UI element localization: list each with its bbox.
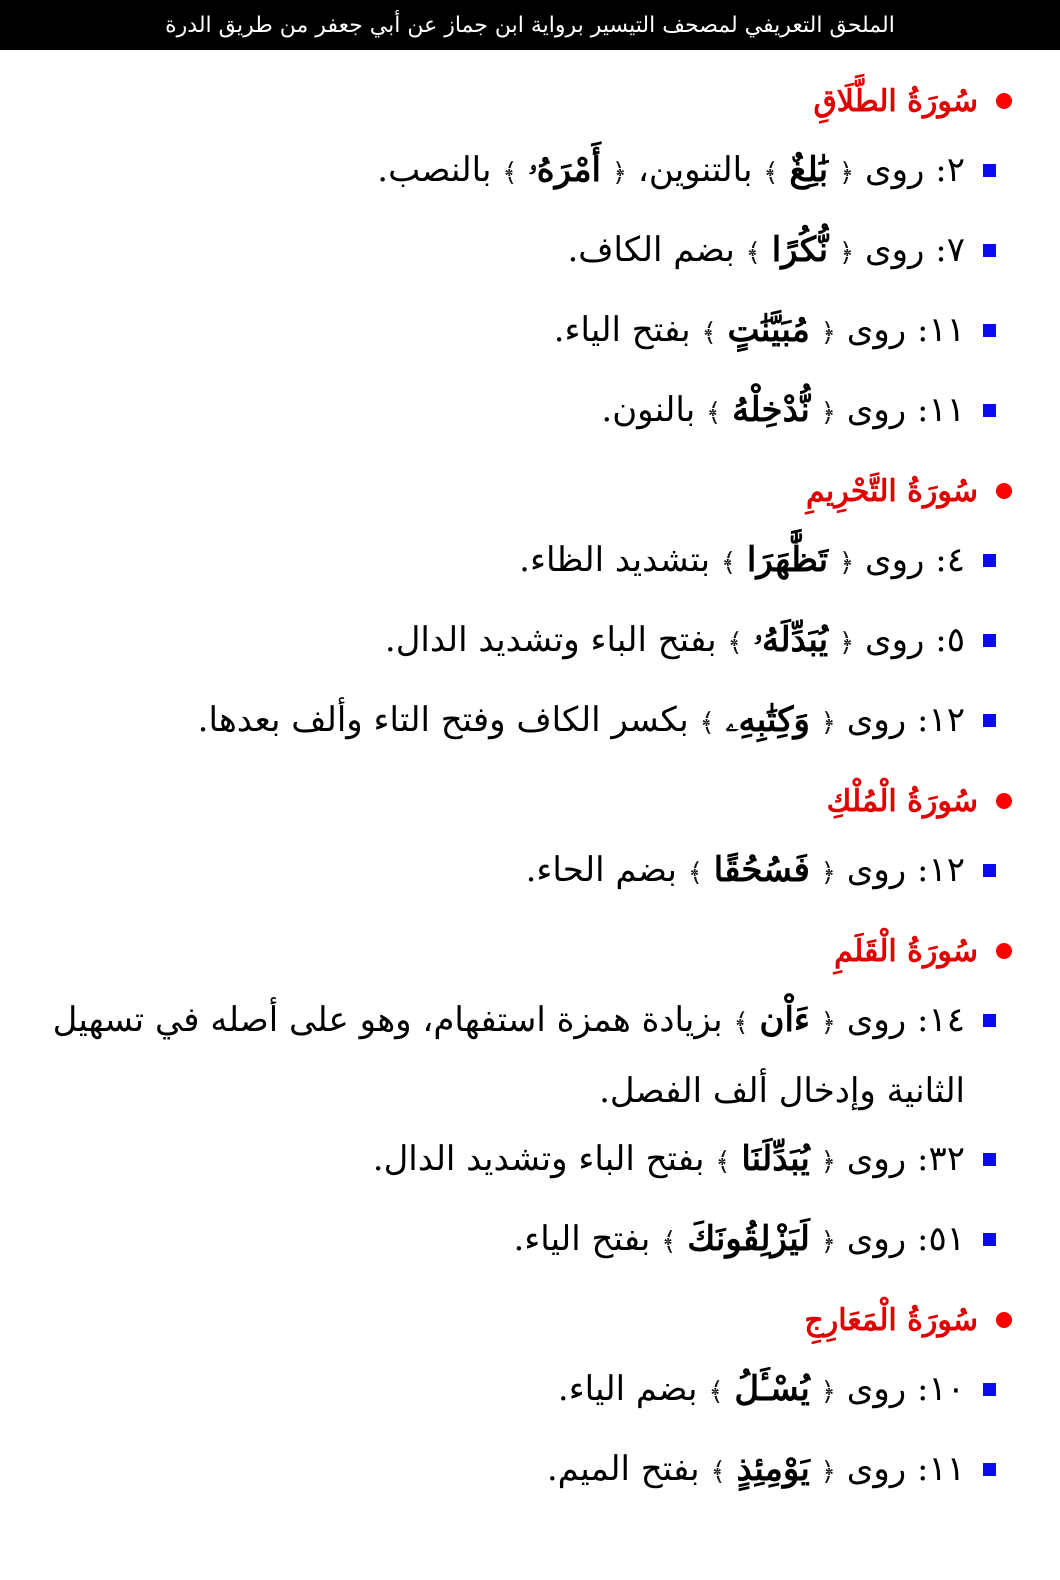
rawa-label: روى bbox=[846, 850, 907, 890]
rawa-label: روى bbox=[865, 540, 925, 580]
item-text bbox=[30, 136, 965, 207]
item-text bbox=[30, 216, 965, 287]
bullet-square bbox=[983, 554, 996, 567]
bracket-open: ﴿ bbox=[820, 1008, 836, 1038]
bullet-dot bbox=[996, 483, 1012, 499]
list-item bbox=[30, 216, 996, 296]
reading-note: بضم الياء. bbox=[557, 1369, 698, 1409]
bullet-square bbox=[983, 324, 996, 337]
rawa-label: روى bbox=[846, 1000, 907, 1040]
rawa-label: روى bbox=[846, 700, 907, 740]
bracket-open: ﴿ bbox=[820, 1147, 836, 1177]
list-item bbox=[30, 526, 996, 606]
quran-word: يَوْمِئِذٍ bbox=[736, 1449, 810, 1489]
bracket-open: ﴿ bbox=[838, 628, 855, 658]
ayah-number: ١١: bbox=[917, 310, 965, 350]
bracket-open: ﴿ bbox=[820, 398, 836, 428]
bullet-square bbox=[983, 634, 996, 647]
bullet-square bbox=[983, 164, 996, 177]
bullet-square bbox=[983, 1014, 996, 1027]
ayah-number: ١٢: bbox=[917, 850, 965, 890]
reading-note: بالتنوين، bbox=[637, 150, 753, 190]
quran-word: وَكِتَٰبِهِۦ bbox=[725, 700, 810, 740]
bracket-open: ﴿ bbox=[838, 158, 855, 188]
bullet-square bbox=[983, 1383, 996, 1396]
list-item bbox=[30, 1205, 996, 1285]
bracket-close: ﴾ bbox=[699, 708, 715, 738]
bracket-close: ﴾ bbox=[733, 1008, 749, 1038]
surah-heading bbox=[30, 766, 1012, 836]
bullet-square bbox=[983, 864, 996, 877]
item-text bbox=[30, 606, 965, 677]
bracket-close: ﴾ bbox=[763, 158, 779, 188]
bullet-square bbox=[983, 714, 996, 727]
bracket-open: ﴿ bbox=[838, 238, 855, 268]
reading-note: بضم الكاف. bbox=[567, 230, 735, 270]
bracket-close: ﴾ bbox=[745, 238, 761, 268]
ayah-number: ٥: bbox=[935, 620, 965, 660]
reading-note: بفتح الباء وتشديد الدال. bbox=[384, 620, 717, 660]
rawa-label: روى bbox=[865, 230, 925, 270]
header-title: الملحق التعريفي لمصحف التيسير برواية ابن جماز عن أبي جعفر من طريق الدرة bbox=[165, 12, 895, 38]
bracket-close: ﴾ bbox=[502, 158, 518, 188]
bullet-dot bbox=[996, 93, 1012, 109]
item-text bbox=[30, 1355, 965, 1426]
content-body bbox=[0, 50, 1060, 1515]
ayah-number: ١١: bbox=[917, 390, 965, 430]
item-text bbox=[30, 1125, 965, 1196]
bracket-open: ﴿ bbox=[820, 1227, 836, 1257]
quran-word: يُبَدِّلَنَا bbox=[741, 1139, 810, 1179]
rawa-label: روى bbox=[846, 310, 907, 350]
bracket-open: ﴿ bbox=[820, 318, 836, 348]
list-item bbox=[30, 136, 996, 216]
reading-note: بزيادة همزة استفهام، وهو على أصله في تسهيل الثانية وإدخال ألف الفصل. bbox=[52, 1000, 965, 1111]
list-item bbox=[30, 606, 996, 686]
item-text bbox=[30, 836, 965, 907]
ayah-number: ١٤: bbox=[917, 1000, 965, 1040]
quran-word: نُّدْخِلْهُ bbox=[732, 390, 810, 430]
bracket-close: ﴾ bbox=[687, 858, 703, 888]
bullet-square bbox=[983, 1463, 996, 1476]
quran-word: فَسُحُقًا bbox=[713, 850, 810, 890]
item-text bbox=[30, 296, 965, 367]
bracket-open: ﴿ bbox=[820, 858, 836, 888]
rawa-label: روى bbox=[865, 150, 925, 190]
bracket-open: ﴿ bbox=[611, 158, 628, 188]
list-item bbox=[30, 376, 996, 456]
reading-note: بضم الحاء. bbox=[525, 850, 677, 890]
ayah-number: ٥١: bbox=[917, 1219, 965, 1259]
bracket-open: ﴿ bbox=[820, 1457, 836, 1487]
quran-word: ءَاْن bbox=[759, 1000, 810, 1040]
item-text bbox=[30, 686, 965, 757]
surah-title: سُورَةُ الطَّلَاقِ bbox=[813, 83, 978, 119]
reading-note: بكسر الكاف وفتح التاء وألف بعدها. bbox=[197, 700, 689, 740]
bracket-close: ﴾ bbox=[661, 1227, 677, 1257]
ayah-number: ٤: bbox=[935, 540, 965, 580]
item-text bbox=[30, 526, 965, 597]
reading-note: بفتح الميم. bbox=[546, 1449, 700, 1489]
surah-title: سُورَةُ الْمُلْكِ bbox=[826, 783, 978, 819]
quran-word: بَٰلِغٌ bbox=[789, 150, 829, 190]
rawa-label: روى bbox=[846, 1369, 907, 1409]
bracket-open: ﴿ bbox=[820, 708, 836, 738]
bullet-square bbox=[983, 244, 996, 257]
page-header bbox=[0, 0, 1060, 50]
quran-word: لَيَزْلِقُونَكَ bbox=[687, 1219, 810, 1259]
item-text bbox=[30, 986, 965, 1125]
rawa-label: روى bbox=[846, 1139, 907, 1179]
bullet-dot bbox=[996, 793, 1012, 809]
bracket-close: ﴾ bbox=[727, 628, 743, 658]
bracket-close: ﴾ bbox=[701, 318, 717, 348]
surah-heading bbox=[30, 456, 1012, 526]
bracket-open: ﴿ bbox=[820, 1377, 836, 1407]
bullet-square bbox=[983, 404, 996, 417]
bracket-close: ﴾ bbox=[720, 548, 737, 578]
bracket-close: ﴾ bbox=[710, 1457, 726, 1487]
rawa-label: روى bbox=[865, 620, 925, 660]
list-item bbox=[30, 686, 996, 766]
ayah-number: ٣٢: bbox=[917, 1139, 965, 1179]
reading-note: بفتح الياء. bbox=[553, 310, 691, 350]
reading-note: بفتح الياء. bbox=[513, 1219, 651, 1259]
quran-word: تَظَّٰهَرَا bbox=[746, 540, 829, 580]
surah-title: سُورَةُ التَّحْرِيمِ bbox=[805, 473, 978, 509]
bracket-close: ﴾ bbox=[708, 1377, 724, 1407]
surah-heading bbox=[30, 66, 1012, 136]
surah-title: سُورَةُ الْمَعَارِجِ bbox=[804, 1302, 978, 1338]
item-text bbox=[30, 1435, 965, 1506]
bullet-dot bbox=[996, 943, 1012, 959]
item-text bbox=[30, 376, 965, 447]
ayah-number: ١١: bbox=[917, 1449, 965, 1489]
list-item bbox=[30, 1355, 996, 1435]
list-item bbox=[30, 1435, 996, 1515]
list-item bbox=[30, 836, 996, 916]
reading-note: بتشديد الظاء. bbox=[519, 540, 711, 580]
reading-note: بفتح الباء وتشديد الدال. bbox=[372, 1139, 705, 1179]
list-item bbox=[30, 296, 996, 376]
surah-heading bbox=[30, 1285, 1012, 1355]
item-text bbox=[30, 1205, 965, 1276]
reading-note: بالنون. bbox=[601, 390, 696, 430]
bullet-dot bbox=[996, 1312, 1012, 1328]
rawa-label: روى bbox=[846, 390, 907, 430]
bracket-close: ﴾ bbox=[706, 398, 722, 428]
ayah-number: ١٠: bbox=[917, 1369, 965, 1409]
list-item bbox=[30, 1125, 996, 1205]
quran-word: يُسْـَٔلُ bbox=[734, 1369, 810, 1409]
surah-title: سُورَةُ الْقَلَمِ bbox=[834, 933, 978, 969]
quran-word: نُّكُرًا bbox=[771, 230, 829, 270]
quran-word: يُبَدِّلَهُۥ bbox=[753, 620, 829, 660]
quran-word: أَمْرَهُۥ bbox=[528, 150, 601, 190]
bracket-close: ﴾ bbox=[715, 1147, 731, 1177]
bracket-open: ﴿ bbox=[838, 548, 855, 578]
bullet-square bbox=[983, 1233, 996, 1246]
surah-heading bbox=[30, 916, 1012, 986]
list-item bbox=[30, 986, 996, 1125]
reading-note: بالنصب. bbox=[377, 150, 492, 190]
bullet-square bbox=[983, 1153, 996, 1166]
rawa-label: روى bbox=[846, 1219, 907, 1259]
rawa-label: روى bbox=[846, 1449, 907, 1489]
quran-word: مُبَيَّنَٰتٍ bbox=[727, 310, 810, 350]
ayah-number: ١٢: bbox=[917, 700, 965, 740]
ayah-number: ٧: bbox=[935, 230, 965, 270]
ayah-number: ٢: bbox=[935, 150, 965, 190]
